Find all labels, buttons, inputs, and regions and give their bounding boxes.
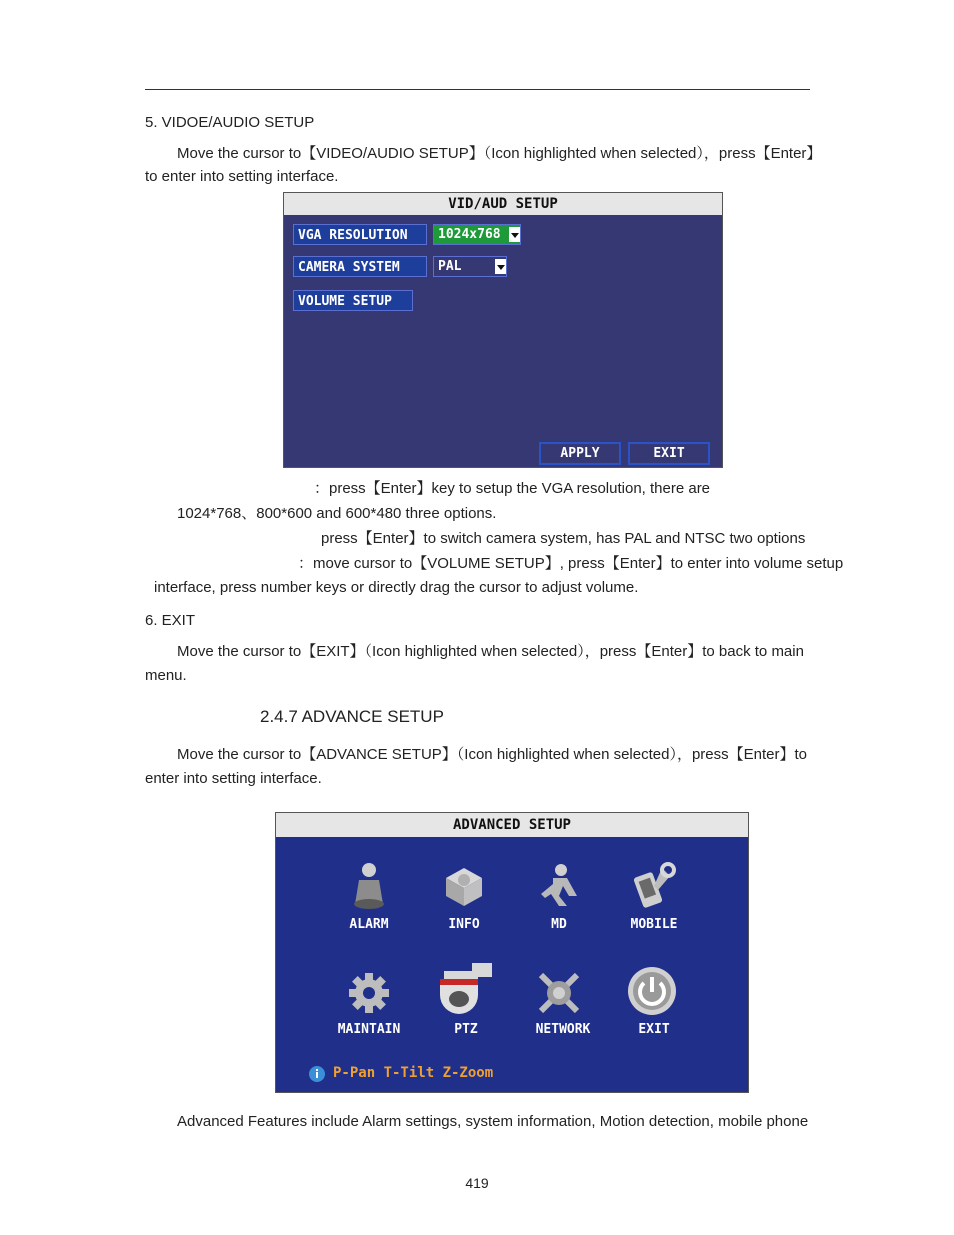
network-label: NETWORK bbox=[535, 1022, 591, 1037]
info-label: INFO bbox=[448, 917, 480, 932]
volume-note-line1: ：move cursor to【VOLUME SETUP】, press【Enter】to enter into volume setup bbox=[298, 555, 844, 572]
md-label: MD bbox=[551, 917, 567, 932]
vga-resolution-select[interactable] bbox=[433, 224, 521, 245]
ptz-label: PTZ bbox=[454, 1022, 478, 1037]
vid-aud-setup-screen bbox=[283, 192, 723, 468]
volume-setup-button[interactable]: VOLUME SETUP bbox=[293, 290, 413, 311]
camera-note: press【Enter】to switch camera system, has PAL and NTSC two options bbox=[321, 530, 806, 547]
chevron-down-icon[interactable] bbox=[495, 259, 506, 274]
md-icon[interactable] bbox=[533, 860, 585, 912]
vga-note-line1: ：press【Enter】key to setup the VGA resolution, there are bbox=[314, 480, 711, 497]
ptz-camera-icon[interactable] bbox=[434, 957, 496, 1019]
apply-button[interactable]: APPLY bbox=[539, 442, 621, 465]
camera-system-value: PAL bbox=[438, 259, 462, 274]
section-5-heading: 5. VIDOE/AUDIO SETUP bbox=[145, 114, 315, 131]
volume-note-line2: interface, press number keys or directly drag the cursor to adjust volume. bbox=[154, 579, 639, 596]
section-2-4-7-line1: Move the cursor to【ADVANCE SETUP】（Icon highlighted when selected），press【Enter】to bbox=[177, 746, 807, 763]
exit-button[interactable]: EXIT bbox=[628, 442, 710, 465]
exit-label: EXIT bbox=[638, 1022, 670, 1037]
maintain-label: MAINTAIN bbox=[337, 1022, 401, 1037]
alarm-icon[interactable] bbox=[343, 860, 395, 912]
screen-title: VID/AUD SETUP bbox=[448, 196, 558, 212]
section-6-heading: 6. EXIT bbox=[145, 612, 196, 629]
section-5-intro-line2: to enter into setting interface. bbox=[145, 168, 339, 185]
screen-title-bar bbox=[284, 193, 722, 215]
mobile-icon[interactable] bbox=[628, 860, 680, 912]
ptz-hint: P-Pan T-Tilt Z-Zoom bbox=[333, 1065, 494, 1081]
advanced-setup-screen bbox=[275, 812, 749, 1093]
info-bubble-icon bbox=[308, 1066, 326, 1084]
power-icon[interactable] bbox=[626, 965, 678, 1017]
header-rule bbox=[145, 89, 810, 90]
network-icon[interactable] bbox=[533, 967, 585, 1019]
footer-text: Advanced Features include Alarm settings, system information, Motion detection, mobile phone bbox=[177, 1113, 809, 1130]
section-5-intro-line1: Move the cursor to【VIDEO/AUDIO SETUP】（Icon highlighted when selected），press【Enter】 bbox=[177, 145, 822, 162]
camera-system-label[interactable]: CAMERA SYSTEM bbox=[293, 256, 427, 277]
vga-note-line2: 1024*768、800*600 and 600*480 three options. bbox=[177, 505, 497, 522]
alarm-label: ALARM bbox=[349, 917, 389, 932]
chevron-down-icon[interactable] bbox=[509, 227, 520, 242]
mobile-label: MOBILE bbox=[630, 917, 678, 932]
section-2-4-7-heading: 2.4.7 ADVANCE SETUP bbox=[260, 707, 444, 726]
section-6-line1: Move the cursor to【EXIT】（Icon highlighted when selected），press【Enter】to back to main bbox=[177, 643, 804, 660]
info-icon[interactable] bbox=[438, 860, 490, 912]
screen-title: ADVANCED SETUP bbox=[452, 817, 571, 833]
vga-resolution-label[interactable]: VGA RESOLUTION bbox=[293, 224, 427, 245]
screen-title-bar bbox=[276, 813, 748, 837]
section-6-line2: menu. bbox=[145, 667, 187, 684]
vga-resolution-value: 1024x768 bbox=[438, 227, 501, 242]
section-2-4-7-line2: enter into setting interface. bbox=[145, 770, 322, 787]
page-number: 419 bbox=[465, 1175, 489, 1191]
gear-icon[interactable] bbox=[343, 967, 395, 1019]
